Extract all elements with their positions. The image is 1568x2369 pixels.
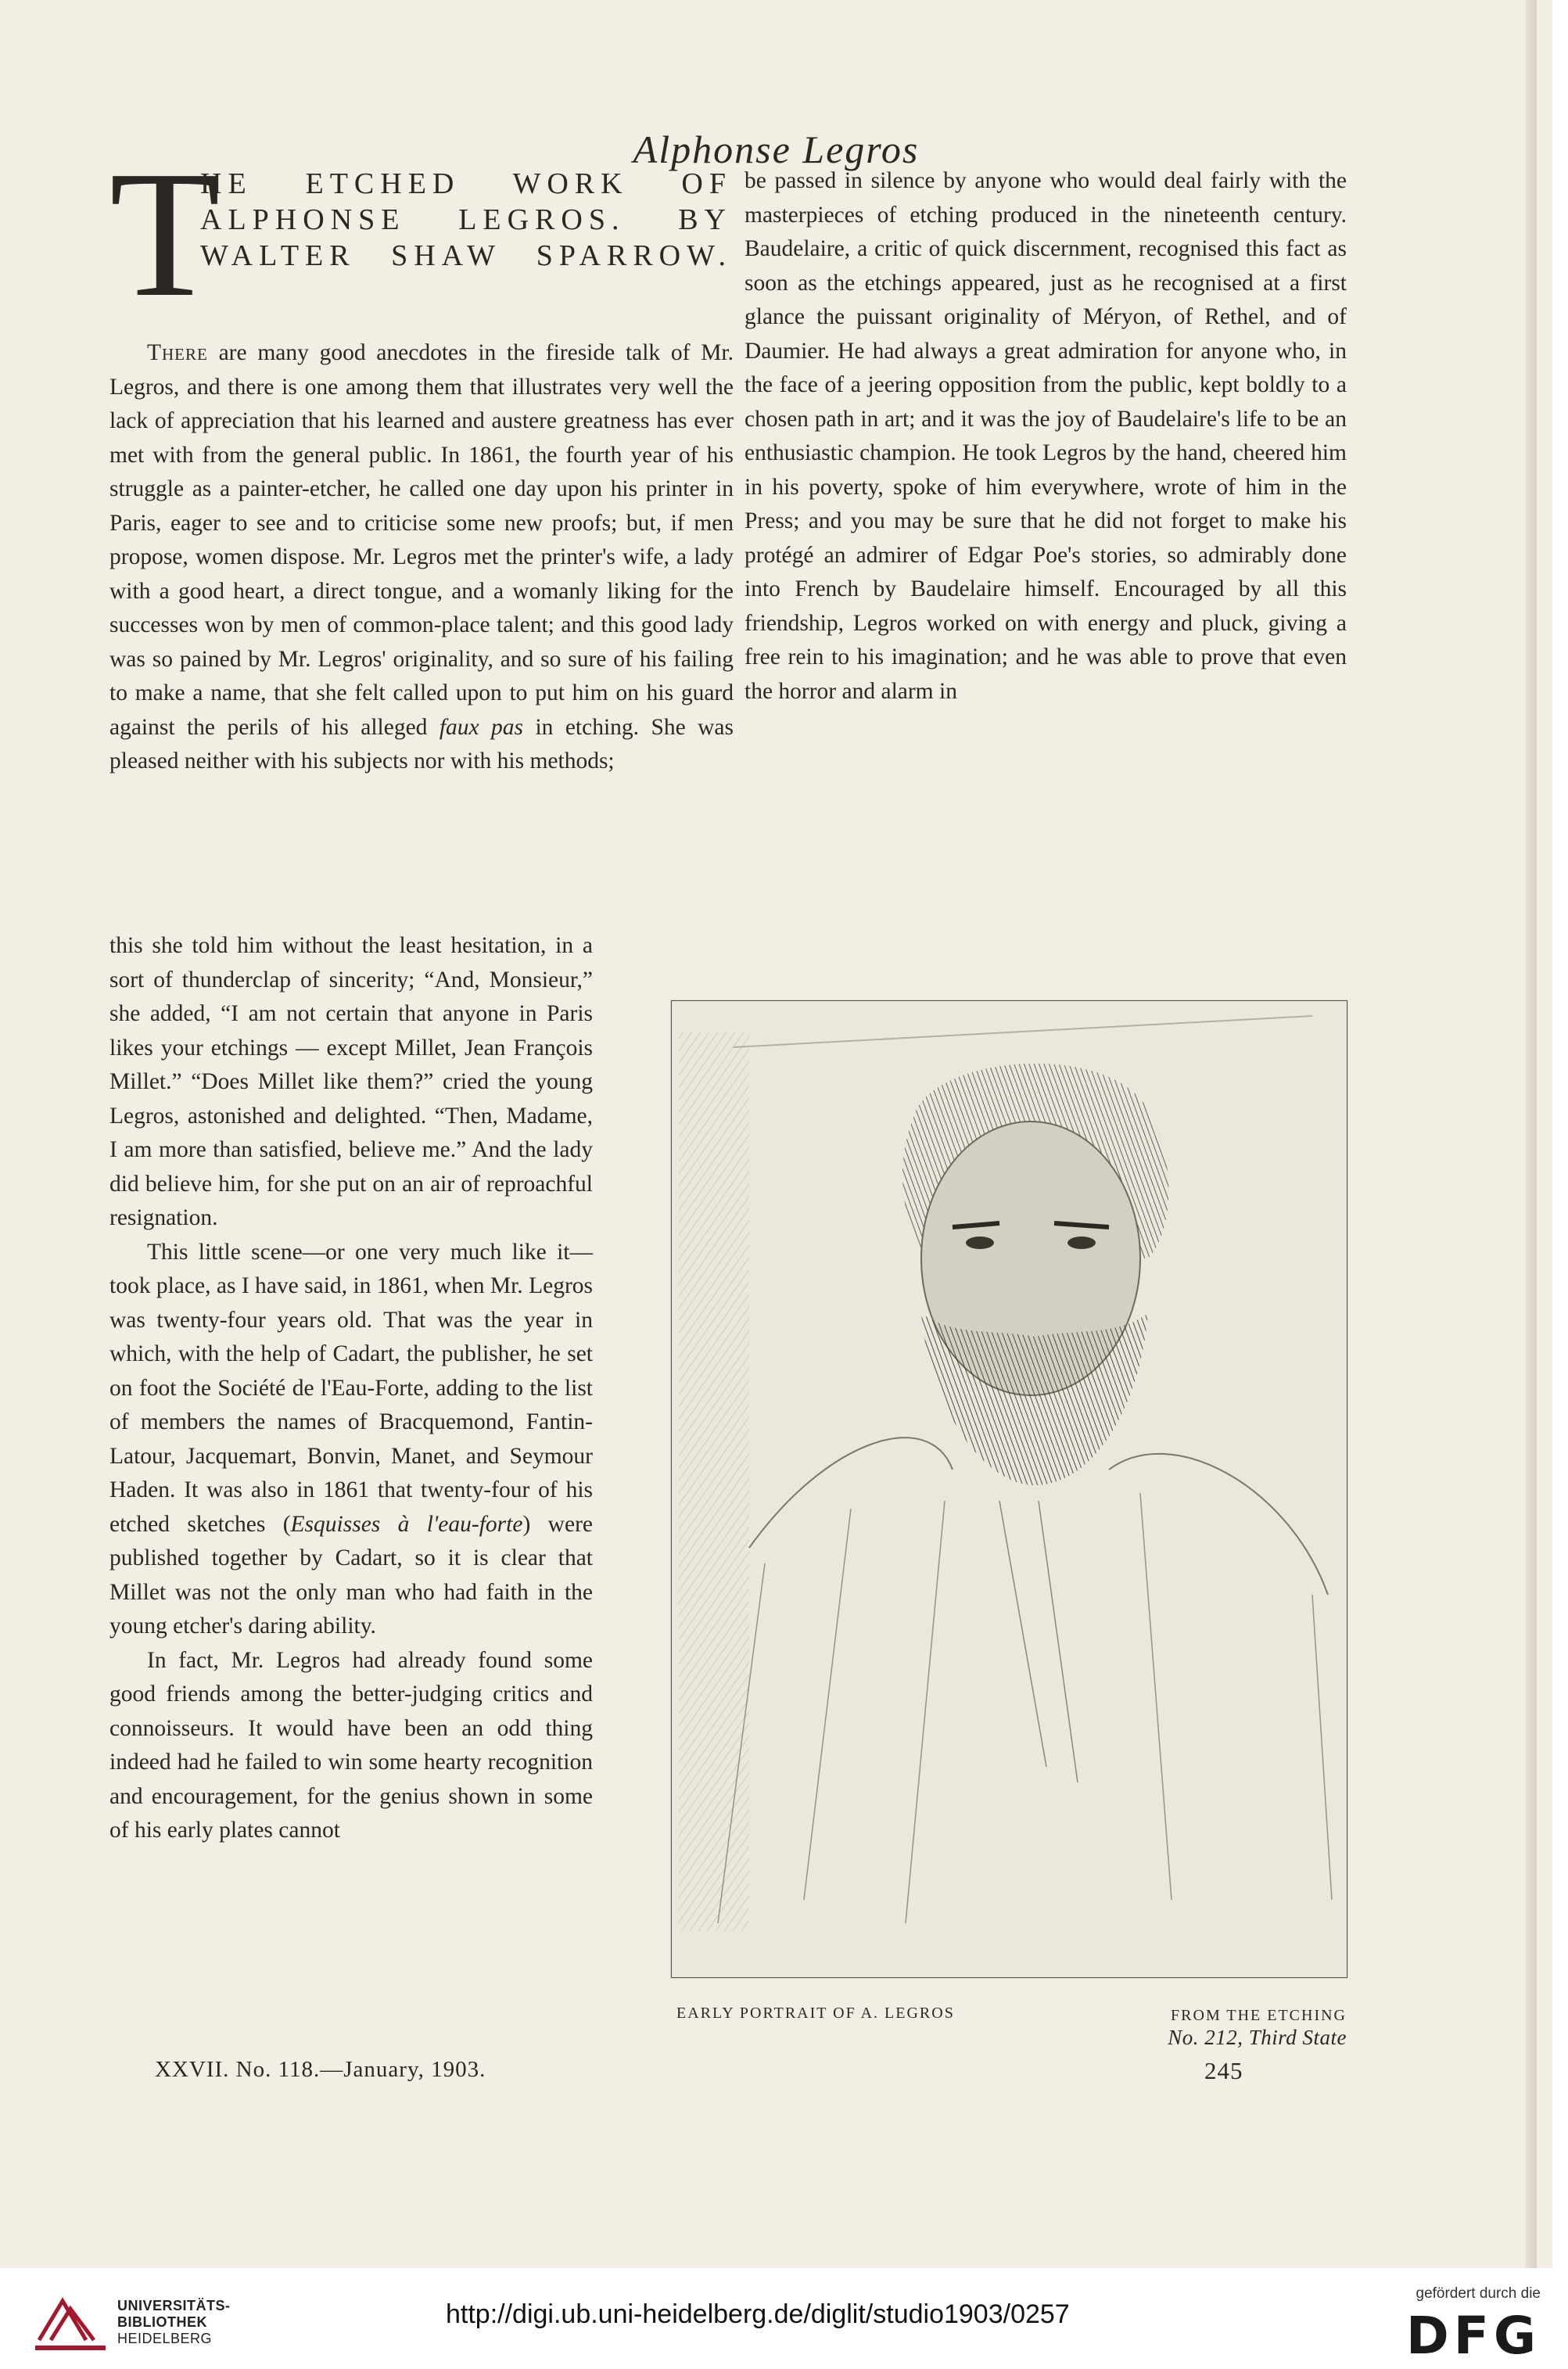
- title-line: ALPHONSE LEGROS. BY: [200, 203, 732, 236]
- running-head: Alphonse Legros: [633, 127, 920, 171]
- paragraph: There are many good anecdotes in the fireside talk of Mr. Legros, and there is one among them that illustrates very well the lack of appreciation that his learned and austere greatness has ever met with from the general public. In 1861, the fourth year of his struggle as a painter-etcher, he called one day upon his printer in Paris, eager to see and to criticise some new proofs; but, if men propose, women dispose. Mr. Legros met the printer's wife, a lady with a good heart, a direct tongue, and a womanly liking for the successes won by men of common-place talent; and this good lady was so pained by Mr. Legros' originality, and so sure of his failing to make a name, that she felt called upon to put him on his guard against the perils of his alleged faux pas in etching. She was pleased neither with his subjects nor with his methods;: [109, 340, 734, 774]
- article-title: [200, 166, 732, 274]
- issue-line: XXVII. No. 118.—January, 1903.: [155, 2057, 486, 2082]
- funded-by-label: gefördert durch die: [1416, 2285, 1541, 2302]
- page-edge: [1526, 0, 1537, 2268]
- caption-title: EARLY PORTRAIT OF A. LEGROS: [676, 2005, 955, 2022]
- source-url-link[interactable]: http://digi.ub.uni-heidelberg.de/diglit/studio1903/0257: [446, 2299, 1070, 2329]
- title-line: HE ETCHED WORK OF: [200, 167, 732, 200]
- library-name: UNIVERSITÄTS- BIBLIOTHEK HEIDELBERG: [117, 2298, 231, 2346]
- etching-drawing: [671, 1000, 1347, 1978]
- portrait-etching-image: [670, 1000, 1348, 1979]
- caption-line: No. 212, Third State: [1168, 2026, 1347, 2049]
- caption-source: [1079, 2005, 1347, 2048]
- page-number: 245: [1204, 2057, 1243, 2084]
- right-column: [745, 164, 1347, 709]
- paragraph: In fact, Mr. Legros had already found some good friends among the better-judging critics and connoisseurs. It would have been an odd thing indeed had he failed to win some hearty recognition and encouragement, for the genius shown in some of his early plates cannot: [109, 1647, 593, 1843]
- drop-cap: T: [109, 134, 221, 335]
- paragraph: This little scene—or one very much like it—took place, as I have said, in 1861, when Mr. Legros was twenty-four years old. That was the year in which, with the help of Cadart, the publisher, he set on foot the Société de l'Eau-Forte, adding to the list of members the names of Bracquemond, Fantin-Latour, Jacquemart, Bonvin, Manet, and Seymour Haden. It was also in 1861 that twenty-four of his etched sketches (Esquisses à l'eau-forte) were published together by Cadart, so it is clear that Millet was not the only man who had faith in the young etcher's daring ability.: [109, 1239, 593, 1639]
- paragraph: be passed in silence by anyone who would deal fairly with the masterpieces of etching produced in the nineteenth century. Baudelaire, a critic of quick discernment, recognised this fact as soon as the etchings appeared, just as he recognised at a first glance the puissant originality of Méryon, of Rethel, and of Daumier. He had always a great admiration for anyone who, in the face of a jeering opposition from the public, kept boldly to a chosen path in art; and it was the joy of Baudelaire's life to be an enthusiastic champion. He took Legros by the hand, cheered him in his poverty, spoke of him everywhere, wrote of him in the Press; and you may be sure that he did not forget to make his protégé an admirer of Edgar Poe's stories, so admirably done into French by Baudelaire himself. Encouraged by all this friendship, Legros worked on with energy and pluck, giving a free rein to his imagination; and he was able to prove that even the horror and alarm in: [745, 168, 1347, 704]
- paragraph: this she told him without the least hesitation, in a sort of thunderclap of sincerity; “And, Monsieur,” she added, “I am not certain that anyone in Paris likes your etchings — except Millet, Jean François Millet.” “Does Millet like them?” cried the young Legros, astonished and delighted. “Then, Madame, I am more than satisfied, believe me.” And the lady did believe him, for she put on an air of reproachful resignation.: [109, 933, 593, 1230]
- left-column-bottom: [109, 929, 593, 1848]
- lead-word: There: [147, 340, 208, 365]
- dfg-logo: DFG: [1405, 2306, 1541, 2366]
- digitization-bar: [0, 2268, 1568, 2369]
- library-logo-icon: [31, 2285, 109, 2354]
- title-line: WALTER SHAW SPARROW.: [200, 239, 732, 272]
- left-column-top: [109, 336, 734, 779]
- caption-line: FROM THE ETCHING: [1171, 2007, 1347, 2024]
